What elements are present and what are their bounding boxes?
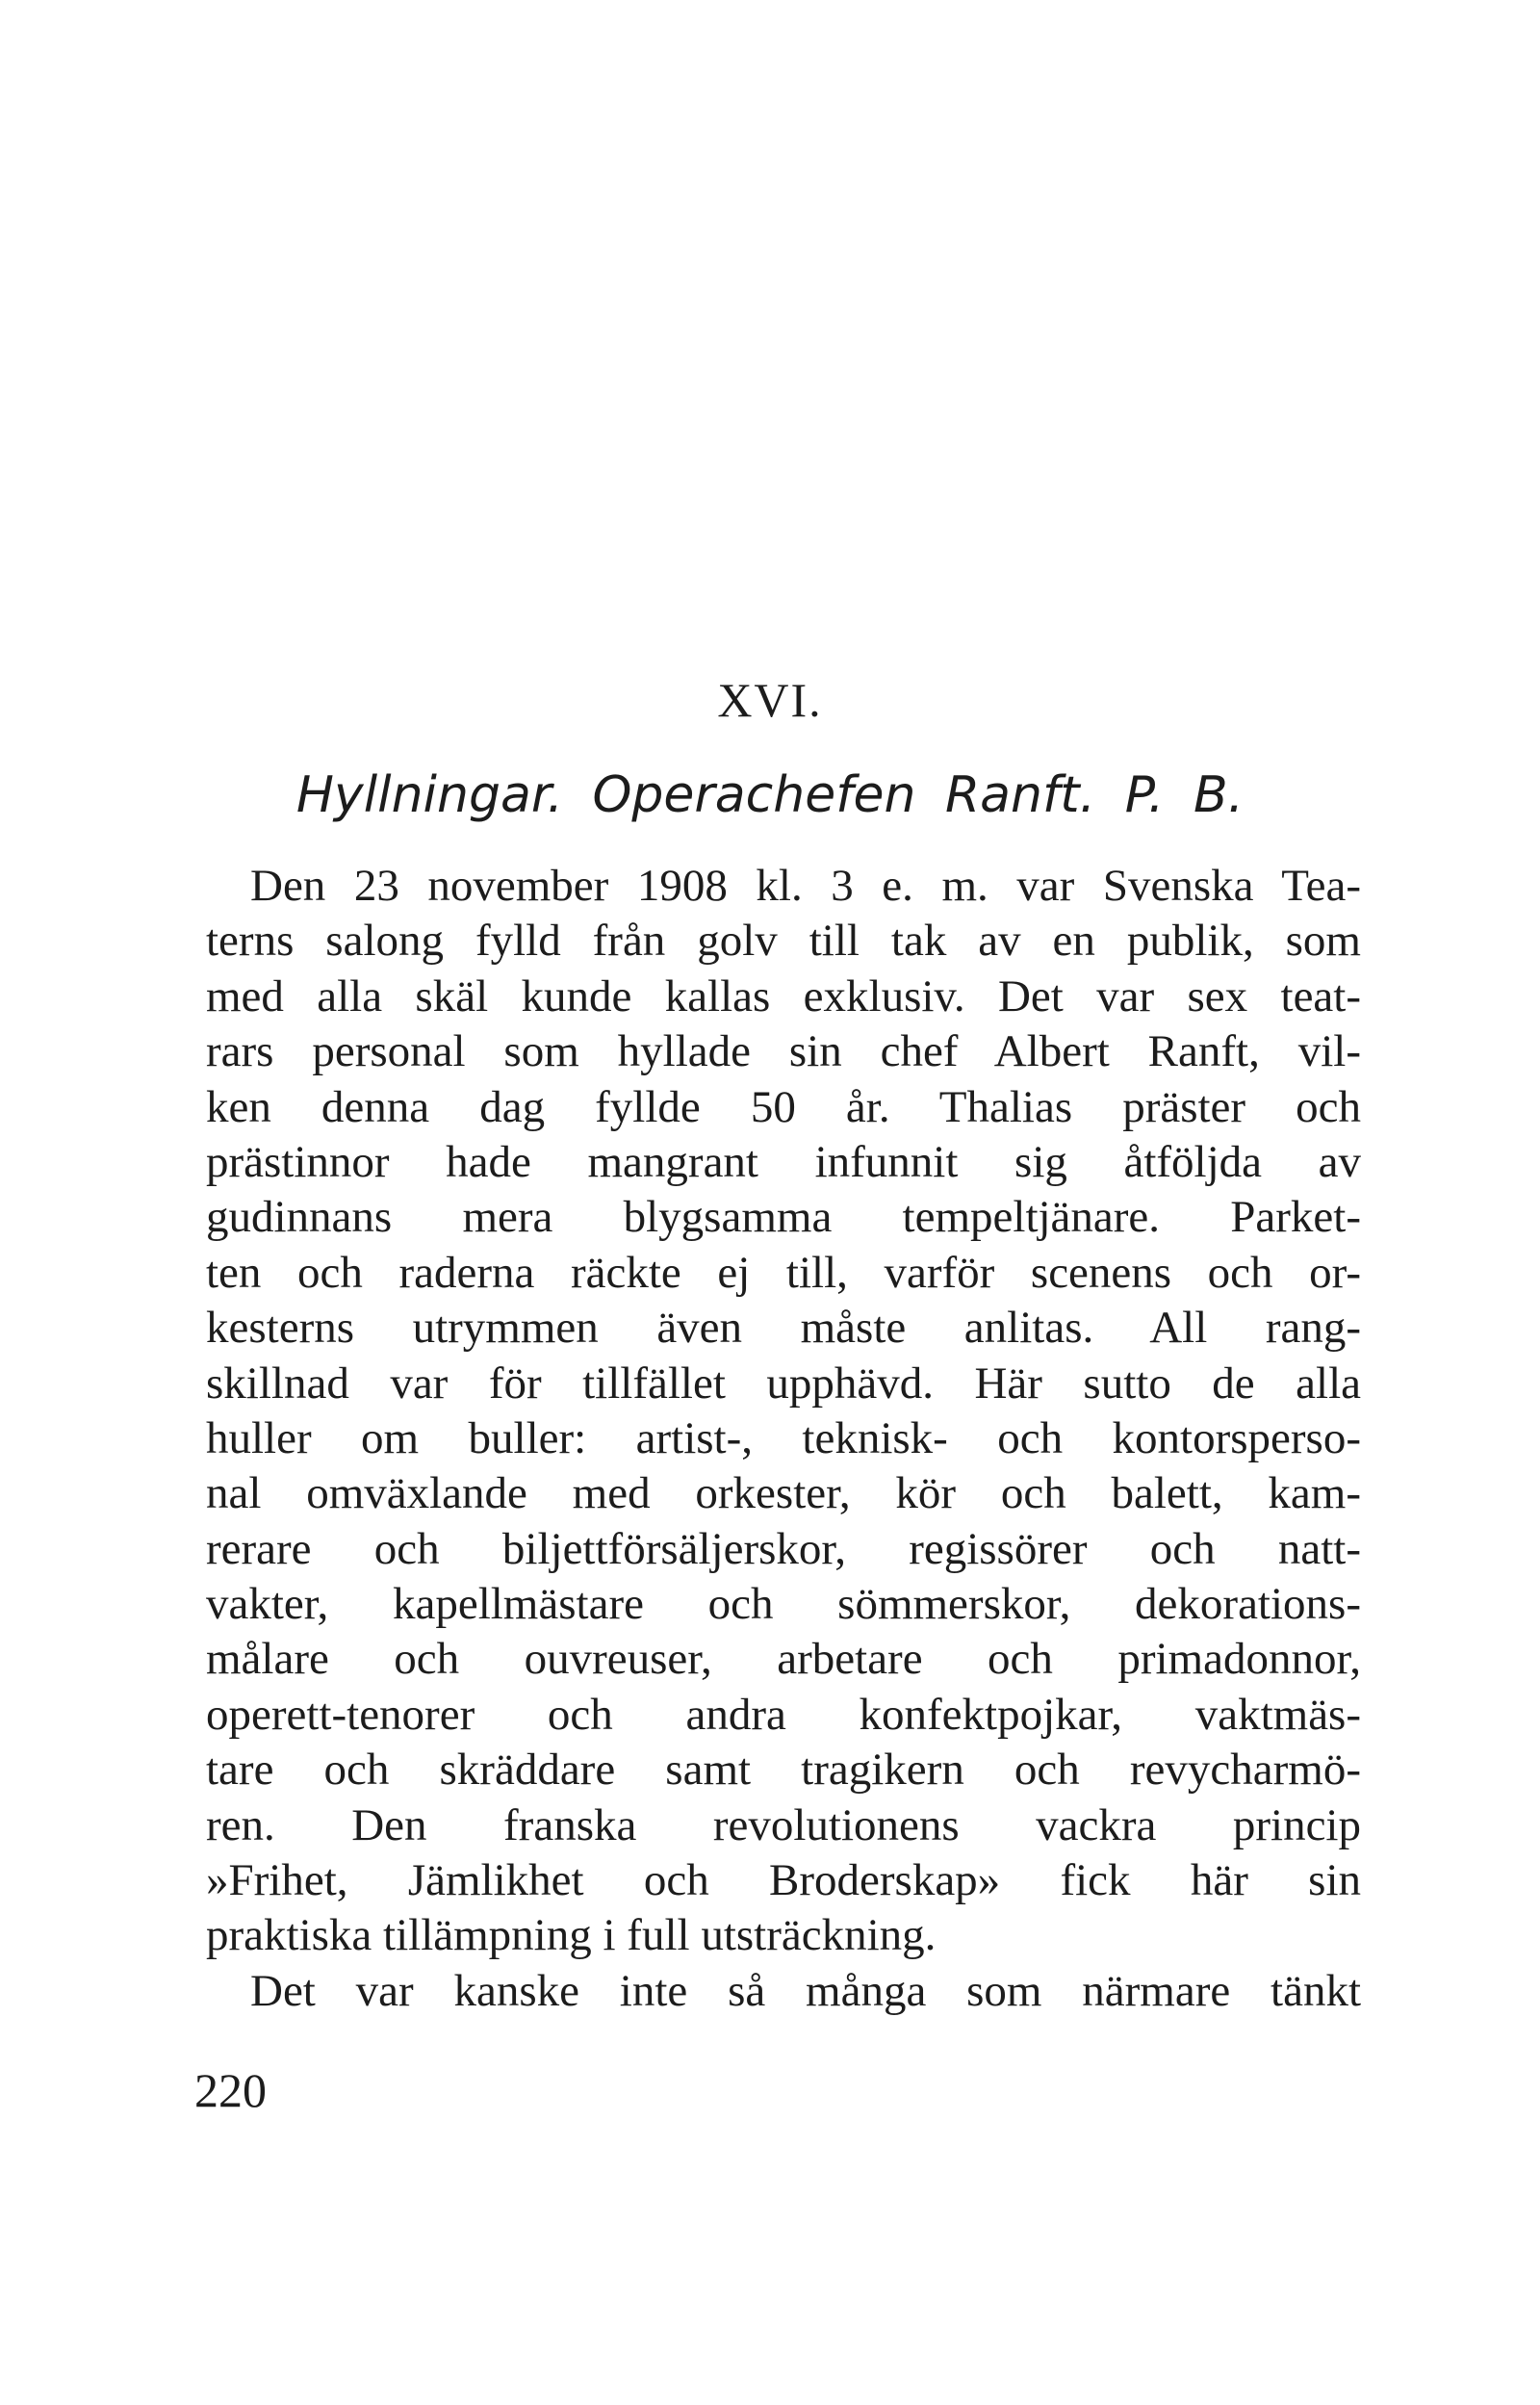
body-text bbox=[206, 859, 1361, 2019]
text-line: terns salong fylld från golv till tak av en publik, som bbox=[206, 916, 1361, 967]
text-line: Det var kanske inte så många som närmare tänkt bbox=[250, 1965, 1361, 2016]
text-line: med alla skäl kunde kallas exklusiv. Det var sex teat- bbox=[206, 970, 1361, 1021]
text-line: nal omväxlande med orkester, kör och balett, kam- bbox=[206, 1468, 1361, 1519]
chapter-title: Hyllningar. Operachefen Ranft. P. B. bbox=[295, 766, 1245, 824]
text-line: ten och raderna räckte ej till, varför scenens och or- bbox=[206, 1247, 1361, 1298]
text-line: huller om buller: artist-, teknisk- och kontorsperso- bbox=[206, 1412, 1361, 1463]
text-line: Den 23 november 1908 kl. 3 e. m. var Svenska Tea- bbox=[250, 861, 1361, 911]
text-line: kesterns utrymmen även måste anlitas. All rang- bbox=[206, 1303, 1361, 1354]
text-line: ken denna dag fyllde 50 år. Thalias präster och bbox=[206, 1081, 1361, 1132]
text-line: prästinnor hade mangrant infunnit sig åtföljda av bbox=[206, 1136, 1361, 1187]
text-line: rerare och biljettförsäljerskor, regissörer och natt- bbox=[206, 1523, 1361, 1574]
text-line: skillnad var för tillfället upphävd. Här sutto de alla bbox=[206, 1358, 1361, 1409]
chapter-number: XVI. bbox=[717, 673, 823, 727]
text-line: tare och skräddare samt tragikern och revycharmö- bbox=[206, 1745, 1361, 1796]
text-line: operett-tenorer och andra konfektpojkar, vaktmäs- bbox=[206, 1689, 1361, 1740]
text-line: gudinnans mera blygsamma tempeltjänare. Parket- bbox=[206, 1192, 1361, 1243]
page-number: 220 bbox=[194, 2063, 267, 2117]
text-line: ren. Den franska revolutionens vackra princip bbox=[206, 1799, 1361, 1850]
text-line: rars personal som hyllade sin chef Albert Ranft, vil- bbox=[206, 1026, 1361, 1077]
text-line: målare och ouvreuser, arbetare och primadonnor, bbox=[206, 1634, 1361, 1685]
text-line: »Frihet, Jämlikhet och Broderskap» fick här sin bbox=[206, 1855, 1361, 1906]
text-line: vakter, kapellmästare och sömmerskor, dekorations- bbox=[206, 1579, 1361, 1630]
text-line: praktiska tillämpning i full utsträckning. bbox=[206, 1910, 937, 1961]
